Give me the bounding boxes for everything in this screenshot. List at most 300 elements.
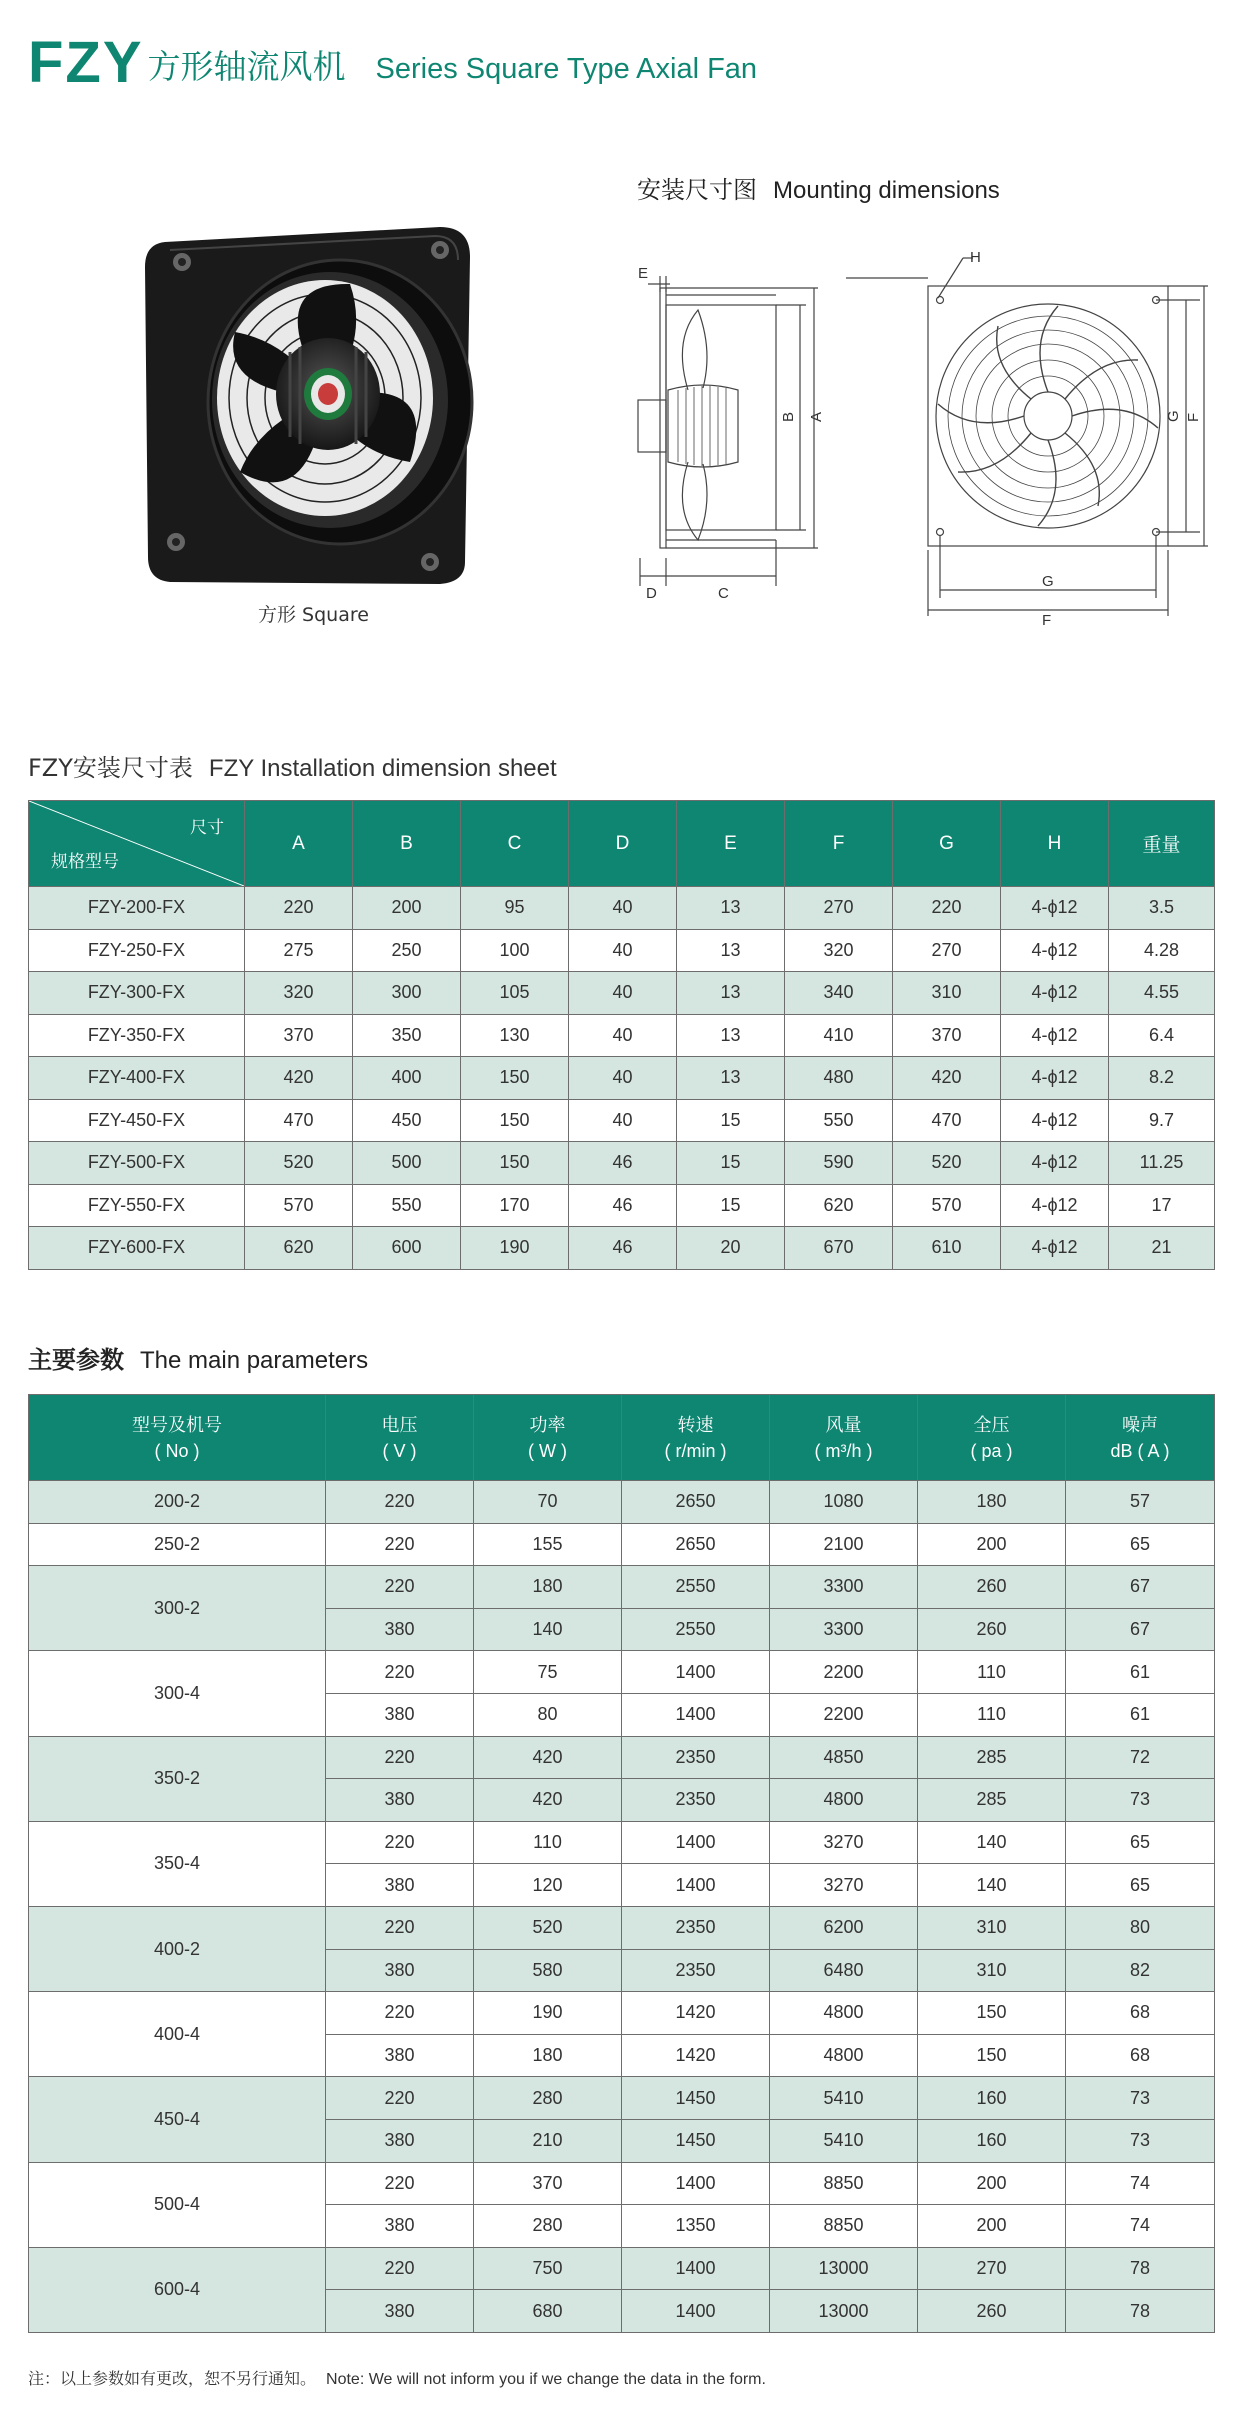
model-cell: 250-2 bbox=[29, 1523, 326, 1566]
table-cell: 580 bbox=[474, 1949, 622, 1992]
table-cell: 340 bbox=[785, 972, 893, 1015]
table-cell: 380 bbox=[326, 2034, 474, 2077]
table-cell: 4-ϕ12 bbox=[1001, 1184, 1109, 1227]
table-cell: 140 bbox=[918, 1821, 1066, 1864]
table-cell: 100 bbox=[461, 929, 569, 972]
model-cell: FZY-500-FX bbox=[29, 1142, 245, 1185]
column-header-line2: dB ( A ) bbox=[1110, 1440, 1170, 1461]
table-row bbox=[29, 1906, 1215, 1949]
table-cell: 570 bbox=[893, 1184, 1001, 1227]
params-table-header-row bbox=[29, 1395, 1215, 1481]
table-cell: 75 bbox=[474, 1651, 622, 1694]
title-english: Series Square Type Axial Fan bbox=[375, 53, 758, 85]
table-cell: 6200 bbox=[770, 1906, 918, 1949]
model-cell: FZY-400-FX bbox=[29, 1057, 245, 1100]
table-cell: 4850 bbox=[770, 1736, 918, 1779]
dim-label-g-vertical: G bbox=[1165, 410, 1182, 422]
table-cell: 40 bbox=[569, 972, 677, 1015]
table-cell: 46 bbox=[569, 1227, 677, 1270]
table-cell: 73 bbox=[1066, 2119, 1215, 2162]
table-cell: 220 bbox=[326, 1906, 474, 1949]
table-cell: 6480 bbox=[770, 1949, 918, 1992]
install-table-corner-cell bbox=[29, 801, 245, 887]
table-cell: 380 bbox=[326, 2290, 474, 2333]
table-cell: 380 bbox=[326, 1864, 474, 1907]
table-cell: 67 bbox=[1066, 1566, 1215, 1609]
table-cell: 65 bbox=[1066, 1864, 1215, 1907]
table-cell: 2350 bbox=[622, 1779, 770, 1822]
table-cell: 110 bbox=[918, 1651, 1066, 1694]
table-cell: 8850 bbox=[770, 2205, 918, 2248]
install-table-title-en: FZY Installation dimension sheet bbox=[208, 755, 557, 782]
table-cell: 500 bbox=[353, 1142, 461, 1185]
table-row bbox=[29, 1014, 1215, 1057]
table-cell: 4800 bbox=[770, 1779, 918, 1822]
table-cell: 13 bbox=[677, 1057, 785, 1100]
model-cell: 350-4 bbox=[29, 1821, 326, 1906]
table-cell: 4-ϕ12 bbox=[1001, 1099, 1109, 1142]
column-header: G bbox=[893, 801, 1001, 887]
column-header: F bbox=[785, 801, 893, 887]
table-cell: 65 bbox=[1066, 1821, 1215, 1864]
column-header bbox=[474, 1395, 622, 1481]
table-cell: 1400 bbox=[622, 2290, 770, 2333]
table-cell: 220 bbox=[245, 887, 353, 930]
table-cell: 750 bbox=[474, 2247, 622, 2290]
table-cell: 280 bbox=[474, 2077, 622, 2120]
table-cell: 15 bbox=[677, 1184, 785, 1227]
table-cell: 220 bbox=[326, 1736, 474, 1779]
table-cell: 4-ϕ12 bbox=[1001, 887, 1109, 930]
table-cell: 590 bbox=[785, 1142, 893, 1185]
table-cell: 310 bbox=[918, 1949, 1066, 1992]
install-table-header-row bbox=[29, 801, 1215, 887]
model-cell: 450-4 bbox=[29, 2077, 326, 2162]
table-cell: 1400 bbox=[622, 1821, 770, 1864]
table-cell: 380 bbox=[326, 1949, 474, 1992]
dim-label-e: E bbox=[638, 265, 649, 282]
column-header-line1: 电压 bbox=[381, 1414, 418, 1435]
table-cell: 4.28 bbox=[1109, 929, 1215, 972]
table-cell: 65 bbox=[1066, 1523, 1215, 1566]
table-cell: 1400 bbox=[622, 1651, 770, 1694]
table-cell: 200 bbox=[918, 2205, 1066, 2248]
table-cell: 620 bbox=[785, 1184, 893, 1227]
table-cell: 470 bbox=[893, 1099, 1001, 1142]
table-row bbox=[29, 1227, 1215, 1270]
install-dimension-table bbox=[28, 800, 1215, 1270]
table-cell: 220 bbox=[326, 1992, 474, 2035]
table-cell: 220 bbox=[326, 1523, 474, 1566]
table-cell: 40 bbox=[569, 887, 677, 930]
column-header-line1: 全压 bbox=[973, 1414, 1010, 1435]
table-cell: 4-ϕ12 bbox=[1001, 972, 1109, 1015]
table-cell: 78 bbox=[1066, 2290, 1215, 2333]
table-cell: 270 bbox=[918, 2247, 1066, 2290]
column-header bbox=[622, 1395, 770, 1481]
table-row bbox=[29, 2247, 1215, 2290]
table-cell: 150 bbox=[461, 1099, 569, 1142]
dim-label-f-vertical: F bbox=[1185, 412, 1202, 422]
table-cell: 5410 bbox=[770, 2119, 918, 2162]
table-cell: 220 bbox=[326, 1481, 474, 1524]
column-header bbox=[326, 1395, 474, 1481]
model-cell: 300-4 bbox=[29, 1651, 326, 1736]
table-cell: 6.4 bbox=[1109, 1014, 1215, 1057]
table-cell: 570 bbox=[245, 1184, 353, 1227]
table-cell: 1350 bbox=[622, 2205, 770, 2248]
table-cell: 220 bbox=[893, 887, 1001, 930]
table-cell: 220 bbox=[326, 1651, 474, 1694]
table-cell: 13 bbox=[677, 887, 785, 930]
table-cell: 13 bbox=[677, 972, 785, 1015]
table-cell: 70 bbox=[474, 1481, 622, 1524]
table-cell: 470 bbox=[245, 1099, 353, 1142]
column-header: 重量 bbox=[1109, 801, 1215, 887]
table-cell: 105 bbox=[461, 972, 569, 1015]
table-cell: 95 bbox=[461, 887, 569, 930]
table-cell: 210 bbox=[474, 2119, 622, 2162]
corner-label-model: 规格型号 bbox=[51, 852, 119, 871]
table-cell: 380 bbox=[326, 2205, 474, 2248]
table-cell: 2200 bbox=[770, 1693, 918, 1736]
table-cell: 1400 bbox=[622, 1693, 770, 1736]
column-header-line1: 风量 bbox=[825, 1414, 862, 1435]
column-header-line2: ( r/min ) bbox=[664, 1440, 727, 1461]
table-row bbox=[29, 1736, 1215, 1779]
table-cell: 68 bbox=[1066, 2034, 1215, 2077]
table-row bbox=[29, 929, 1215, 972]
table-cell: 420 bbox=[474, 1736, 622, 1779]
table-cell: 260 bbox=[918, 1608, 1066, 1651]
column-header: A bbox=[245, 801, 353, 887]
model-cell: FZY-550-FX bbox=[29, 1184, 245, 1227]
column-header bbox=[29, 1395, 326, 1481]
footnote-cn: 注：以上参数如有更改，恕不另行通知。 bbox=[28, 2369, 317, 2388]
title-chinese: 方形轴流风机 bbox=[147, 47, 346, 86]
table-row bbox=[29, 1566, 1215, 1609]
table-cell: 180 bbox=[474, 1566, 622, 1609]
table-cell: 220 bbox=[326, 2162, 474, 2205]
dim-label-h: H bbox=[970, 249, 981, 266]
table-cell: 2200 bbox=[770, 1651, 918, 1694]
table-cell: 300 bbox=[353, 972, 461, 1015]
table-cell: 275 bbox=[245, 929, 353, 972]
table-row bbox=[29, 1651, 1215, 1694]
table-cell: 220 bbox=[326, 1821, 474, 1864]
dim-label-c: C bbox=[718, 585, 729, 602]
column-header-line1: 转速 bbox=[677, 1414, 714, 1435]
photo-caption: 方形 Square bbox=[258, 604, 369, 626]
table-cell: 260 bbox=[918, 1566, 1066, 1609]
table-row bbox=[29, 1184, 1215, 1227]
footnote bbox=[28, 2366, 766, 2389]
model-cell: FZY-350-FX bbox=[29, 1014, 245, 1057]
table-cell: 13 bbox=[677, 1014, 785, 1057]
column-header: E bbox=[677, 801, 785, 887]
dim-label-g-horizontal: G bbox=[1042, 573, 1054, 590]
table-cell: 150 bbox=[461, 1142, 569, 1185]
table-cell: 2350 bbox=[622, 1906, 770, 1949]
table-cell: 150 bbox=[918, 2034, 1066, 2077]
column-header-line2: ( V ) bbox=[382, 1440, 417, 1461]
model-cell: FZY-450-FX bbox=[29, 1099, 245, 1142]
table-cell: 13 bbox=[677, 929, 785, 972]
model-cell: 600-4 bbox=[29, 2247, 326, 2332]
table-cell: 680 bbox=[474, 2290, 622, 2333]
params-table-title-cn: 主要参数 bbox=[28, 1346, 124, 1374]
table-cell: 9.7 bbox=[1109, 1099, 1215, 1142]
table-cell: 2550 bbox=[622, 1608, 770, 1651]
model-cell: 400-4 bbox=[29, 1992, 326, 2077]
table-cell: 550 bbox=[353, 1184, 461, 1227]
table-cell: 1400 bbox=[622, 2162, 770, 2205]
table-cell: 320 bbox=[785, 929, 893, 972]
column-header-line1: 型号及机号 bbox=[132, 1414, 222, 1435]
table-cell: 270 bbox=[785, 887, 893, 930]
table-cell: 200 bbox=[918, 1523, 1066, 1566]
table-cell: 380 bbox=[326, 1608, 474, 1651]
column-header: B bbox=[353, 801, 461, 887]
table-cell: 370 bbox=[893, 1014, 1001, 1057]
table-cell: 5410 bbox=[770, 2077, 918, 2120]
column-header: C bbox=[461, 801, 569, 887]
model-cell: 350-2 bbox=[29, 1736, 326, 1821]
table-cell: 400 bbox=[353, 1057, 461, 1100]
table-cell: 190 bbox=[474, 1992, 622, 2035]
table-cell: 80 bbox=[1066, 1906, 1215, 1949]
table-cell: 3270 bbox=[770, 1864, 918, 1907]
table-cell: 620 bbox=[245, 1227, 353, 1270]
table-cell: 380 bbox=[326, 2119, 474, 2162]
table-cell: 11.25 bbox=[1109, 1142, 1215, 1185]
table-cell: 3.5 bbox=[1109, 887, 1215, 930]
table-row bbox=[29, 1523, 1215, 1566]
page-header bbox=[28, 22, 758, 95]
table-cell: 220 bbox=[326, 2247, 474, 2290]
model-cell: 300-2 bbox=[29, 1566, 326, 1651]
table-cell: 73 bbox=[1066, 2077, 1215, 2120]
model-cell: 500-4 bbox=[29, 2162, 326, 2247]
table-cell: 220 bbox=[326, 1566, 474, 1609]
table-cell: 3300 bbox=[770, 1566, 918, 1609]
table-cell: 8.2 bbox=[1109, 1057, 1215, 1100]
table-cell: 550 bbox=[785, 1099, 893, 1142]
dim-label-d: D bbox=[646, 585, 657, 602]
table-cell: 4-ϕ12 bbox=[1001, 1057, 1109, 1100]
table-cell: 420 bbox=[245, 1057, 353, 1100]
table-cell: 4-ϕ12 bbox=[1001, 929, 1109, 972]
table-cell: 13000 bbox=[770, 2290, 918, 2333]
table-cell: 370 bbox=[474, 2162, 622, 2205]
table-cell: 140 bbox=[918, 1864, 1066, 1907]
mounting-dimension-drawing bbox=[628, 240, 1208, 640]
table-cell: 380 bbox=[326, 1779, 474, 1822]
model-cell: 400-2 bbox=[29, 1906, 326, 1991]
table-cell: 200 bbox=[918, 2162, 1066, 2205]
column-header bbox=[770, 1395, 918, 1481]
table-cell: 480 bbox=[785, 1057, 893, 1100]
table-cell: 4.55 bbox=[1109, 972, 1215, 1015]
table-cell: 320 bbox=[245, 972, 353, 1015]
table-cell: 82 bbox=[1066, 1949, 1215, 1992]
table-cell: 73 bbox=[1066, 1779, 1215, 1822]
table-cell: 670 bbox=[785, 1227, 893, 1270]
table-cell: 120 bbox=[474, 1864, 622, 1907]
corner-label-size: 尺寸 bbox=[190, 818, 224, 837]
table-cell: 20 bbox=[677, 1227, 785, 1270]
table-cell: 2350 bbox=[622, 1949, 770, 1992]
table-cell: 420 bbox=[474, 1779, 622, 1822]
table-cell: 190 bbox=[461, 1227, 569, 1270]
table-cell: 155 bbox=[474, 1523, 622, 1566]
brand-logo-text: FZY bbox=[28, 30, 144, 95]
table-cell: 260 bbox=[918, 2290, 1066, 2333]
table-cell: 46 bbox=[569, 1142, 677, 1185]
table-cell: 74 bbox=[1066, 2162, 1215, 2205]
table-cell: 68 bbox=[1066, 1992, 1215, 2035]
table-cell: 285 bbox=[918, 1779, 1066, 1822]
model-cell: FZY-600-FX bbox=[29, 1227, 245, 1270]
table-cell: 4-ϕ12 bbox=[1001, 1142, 1109, 1185]
table-cell: 150 bbox=[918, 1992, 1066, 2035]
table-cell: 150 bbox=[461, 1057, 569, 1100]
table-cell: 160 bbox=[918, 2077, 1066, 2120]
table-cell: 520 bbox=[474, 1906, 622, 1949]
table-cell: 130 bbox=[461, 1014, 569, 1057]
table-row bbox=[29, 1821, 1215, 1864]
table-row bbox=[29, 1142, 1215, 1185]
table-cell: 2550 bbox=[622, 1566, 770, 1609]
table-cell: 57 bbox=[1066, 1481, 1215, 1524]
column-header: H bbox=[1001, 801, 1109, 887]
install-table-title-cn: FZY安装尺寸表 bbox=[28, 754, 193, 782]
table-cell: 4800 bbox=[770, 2034, 918, 2077]
column-header-line1: 噪声 bbox=[1122, 1414, 1158, 1435]
table-cell: 410 bbox=[785, 1014, 893, 1057]
table-cell: 40 bbox=[569, 1014, 677, 1057]
column-header bbox=[918, 1395, 1066, 1481]
column-header-line2: ( pa ) bbox=[970, 1440, 1013, 1461]
table-cell: 1420 bbox=[622, 2034, 770, 2077]
model-cell: FZY-250-FX bbox=[29, 929, 245, 972]
table-cell: 420 bbox=[893, 1057, 1001, 1100]
table-cell: 1450 bbox=[622, 2119, 770, 2162]
table-cell: 285 bbox=[918, 1736, 1066, 1779]
column-header: D bbox=[569, 801, 677, 887]
table-cell: 170 bbox=[461, 1184, 569, 1227]
table-cell: 17 bbox=[1109, 1184, 1215, 1227]
table-cell: 1420 bbox=[622, 1992, 770, 2035]
main-parameters-table bbox=[28, 1394, 1215, 2333]
table-cell: 110 bbox=[918, 1693, 1066, 1736]
table-cell: 180 bbox=[474, 2034, 622, 2077]
install-table-title bbox=[28, 748, 557, 783]
table-cell: 610 bbox=[893, 1227, 1001, 1270]
dim-label-b: B bbox=[780, 411, 797, 422]
mounting-title bbox=[637, 170, 1000, 205]
table-row bbox=[29, 972, 1215, 1015]
table-cell: 40 bbox=[569, 1057, 677, 1100]
table-cell: 160 bbox=[918, 2119, 1066, 2162]
table-cell: 74 bbox=[1066, 2205, 1215, 2248]
table-cell: 78 bbox=[1066, 2247, 1215, 2290]
table-row bbox=[29, 1057, 1215, 1100]
table-cell: 2100 bbox=[770, 1523, 918, 1566]
table-cell: 270 bbox=[893, 929, 1001, 972]
model-cell: FZY-300-FX bbox=[29, 972, 245, 1015]
table-cell: 200 bbox=[353, 887, 461, 930]
table-cell: 1400 bbox=[622, 1864, 770, 1907]
table-row bbox=[29, 1481, 1215, 1524]
table-cell: 80 bbox=[474, 1693, 622, 1736]
table-cell: 370 bbox=[245, 1014, 353, 1057]
table-cell: 140 bbox=[474, 1608, 622, 1651]
table-cell: 450 bbox=[353, 1099, 461, 1142]
table-cell: 520 bbox=[893, 1142, 1001, 1185]
params-table-title bbox=[28, 1340, 368, 1375]
column-header-line2: ( m³/h ) bbox=[814, 1440, 873, 1461]
column-header-line2: ( W ) bbox=[528, 1440, 567, 1461]
mounting-title-en: Mounting dimensions bbox=[773, 177, 1000, 204]
table-cell: 380 bbox=[326, 1693, 474, 1736]
footnote-en: Note: We will not inform you if we change the data in the form. bbox=[326, 2371, 766, 2388]
table-cell: 46 bbox=[569, 1184, 677, 1227]
table-cell: 280 bbox=[474, 2205, 622, 2248]
table-cell: 8850 bbox=[770, 2162, 918, 2205]
table-row bbox=[29, 2077, 1215, 2120]
table-cell: 13000 bbox=[770, 2247, 918, 2290]
model-cell: 200-2 bbox=[29, 1481, 326, 1524]
table-cell: 15 bbox=[677, 1142, 785, 1185]
table-cell: 520 bbox=[245, 1142, 353, 1185]
table-cell: 350 bbox=[353, 1014, 461, 1057]
table-cell: 61 bbox=[1066, 1651, 1215, 1694]
table-cell: 4800 bbox=[770, 1992, 918, 2035]
table-cell: 2650 bbox=[622, 1481, 770, 1524]
table-row bbox=[29, 887, 1215, 930]
table-cell: 72 bbox=[1066, 1736, 1215, 1779]
table-cell: 4-ϕ12 bbox=[1001, 1014, 1109, 1057]
table-cell: 2350 bbox=[622, 1736, 770, 1779]
params-table-title-en: The main parameters bbox=[140, 1347, 369, 1374]
table-cell: 40 bbox=[569, 1099, 677, 1142]
table-cell: 15 bbox=[677, 1099, 785, 1142]
table-cell: 67 bbox=[1066, 1608, 1215, 1651]
table-cell: 3270 bbox=[770, 1821, 918, 1864]
dim-label-a: A bbox=[808, 411, 825, 422]
table-cell: 220 bbox=[326, 2077, 474, 2120]
table-cell: 110 bbox=[474, 1821, 622, 1864]
table-row bbox=[29, 2162, 1215, 2205]
table-cell: 21 bbox=[1109, 1227, 1215, 1270]
column-header-line1: 功率 bbox=[529, 1414, 566, 1435]
table-cell: 600 bbox=[353, 1227, 461, 1270]
table-cell: 1450 bbox=[622, 2077, 770, 2120]
table-cell: 3300 bbox=[770, 1608, 918, 1651]
table-row bbox=[29, 1099, 1215, 1142]
column-header bbox=[1066, 1395, 1215, 1481]
table-cell: 1080 bbox=[770, 1481, 918, 1524]
fan-product-image bbox=[140, 222, 500, 592]
table-cell: 250 bbox=[353, 929, 461, 972]
table-cell: 40 bbox=[569, 929, 677, 972]
table-cell: 310 bbox=[893, 972, 1001, 1015]
column-header-line2: ( No ) bbox=[154, 1440, 200, 1461]
model-cell: FZY-200-FX bbox=[29, 887, 245, 930]
table-cell: 1400 bbox=[622, 2247, 770, 2290]
mounting-title-cn: 安装尺寸图 bbox=[637, 176, 757, 204]
